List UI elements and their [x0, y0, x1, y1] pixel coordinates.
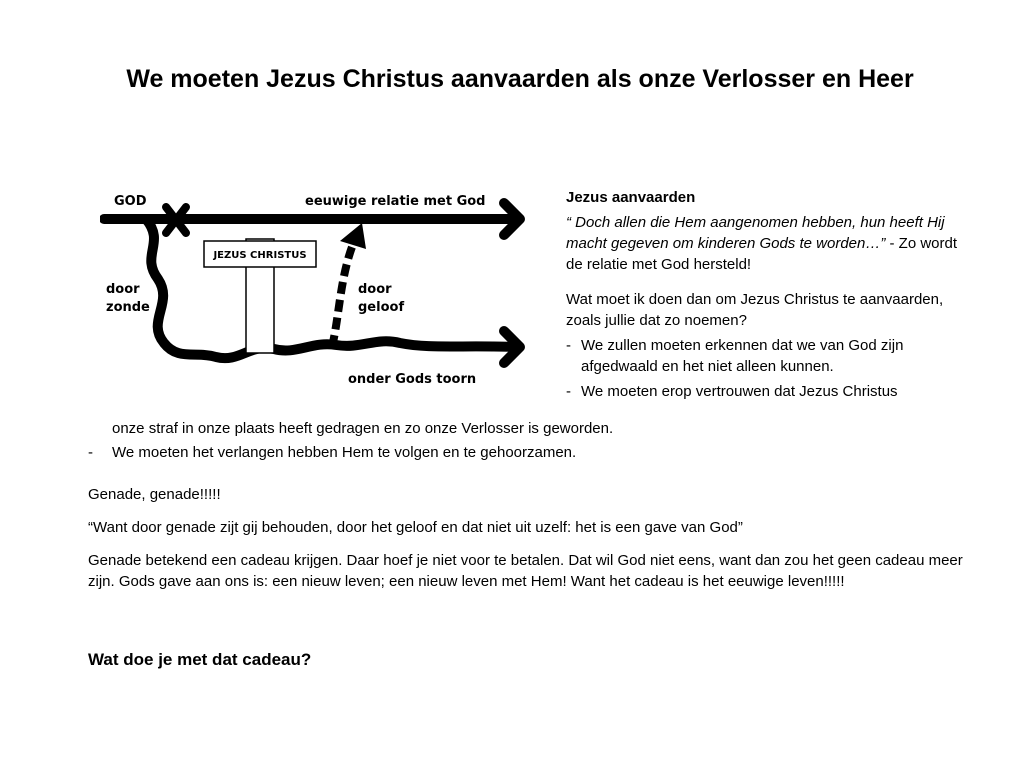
label-sin-1: door — [106, 282, 140, 297]
bullet-text-3: We moeten het verlangen hebben Hem te volgen en te gehoorzamen. — [112, 444, 577, 461]
bullet-text-1: We zullen moeten erkennen dat we van God zijn afgedwaald en het niet alleen kunnen. — [581, 337, 904, 375]
section-heading: Jezus aanvaarden — [566, 189, 696, 206]
closing-question: Wat doe je met dat cadeau? — [88, 650, 312, 669]
grace-heading: Genade, genade!!!!! — [88, 486, 221, 503]
bullet-item: - We moeten erop vertrouwen dat Jezus Christus — [566, 383, 898, 400]
grace-verse: “Want door genade zijt gij behouden, door het geloof en dat niet uit uzelf: het is een gave van God” — [88, 519, 743, 536]
label-sin-2: zonde — [106, 300, 150, 315]
label-god: GOD — [114, 194, 147, 209]
accept-jesus-section — [566, 187, 966, 402]
faith-arrowhead — [340, 223, 366, 249]
bible-quote — [566, 212, 966, 275]
quote-text: “ Doch allen die Hem aangenomen hebben, hun heeft Hij macht gegeven om kinderen Gods te worden…” — [566, 214, 945, 252]
label-faith-2: geloof — [358, 300, 405, 315]
question-text: Wat moet ik doen dan om Jezus Christus te aanvaarden, zoals jullie dat zo noemen? — [566, 291, 944, 329]
bullet-item: - We zullen moeten erkennen dat we van God zijn afgedwaald en het niet alleen kunnen. — [566, 337, 904, 375]
bridge-diagram — [100, 183, 540, 393]
bullet-item: - We moeten het verlangen hebben Hem te volgen en te gehoorzamen. — [88, 444, 577, 461]
quote-conclusion: - Zo wordt de relatie met God hersteld! — [566, 235, 958, 273]
label-faith-1: door — [358, 282, 392, 297]
cross-label: JEZUS CHRISTUS — [213, 250, 307, 261]
page-title: We moeten Jezus Christus aanvaarden als onze Verlosser en Heer — [126, 65, 914, 93]
label-wrath: onder Gods toorn — [348, 372, 477, 387]
faith-path — [332, 237, 356, 347]
grace-explanation: Genade betekend een cadeau krijgen. Daar hoef je niet voor te betalen. Dat wil God niet eens, want dan zou het geen cadeau meer zijn. Gods gave aan ons is: een nieuw leven; een nieuw leven met Hem! Want het cadeau is het eeuwige leven!!!!! — [88, 552, 963, 590]
grace-section — [88, 484, 988, 604]
bullet-text-2-continued: onze straf in onze plaats heeft gedragen en zo onze Verlosser is geworden. — [112, 420, 614, 437]
bullet-text-2: We moeten erop vertrouwen dat Jezus Christus — [581, 383, 898, 400]
label-eternal-relation: eeuwige relatie met God — [305, 194, 486, 209]
